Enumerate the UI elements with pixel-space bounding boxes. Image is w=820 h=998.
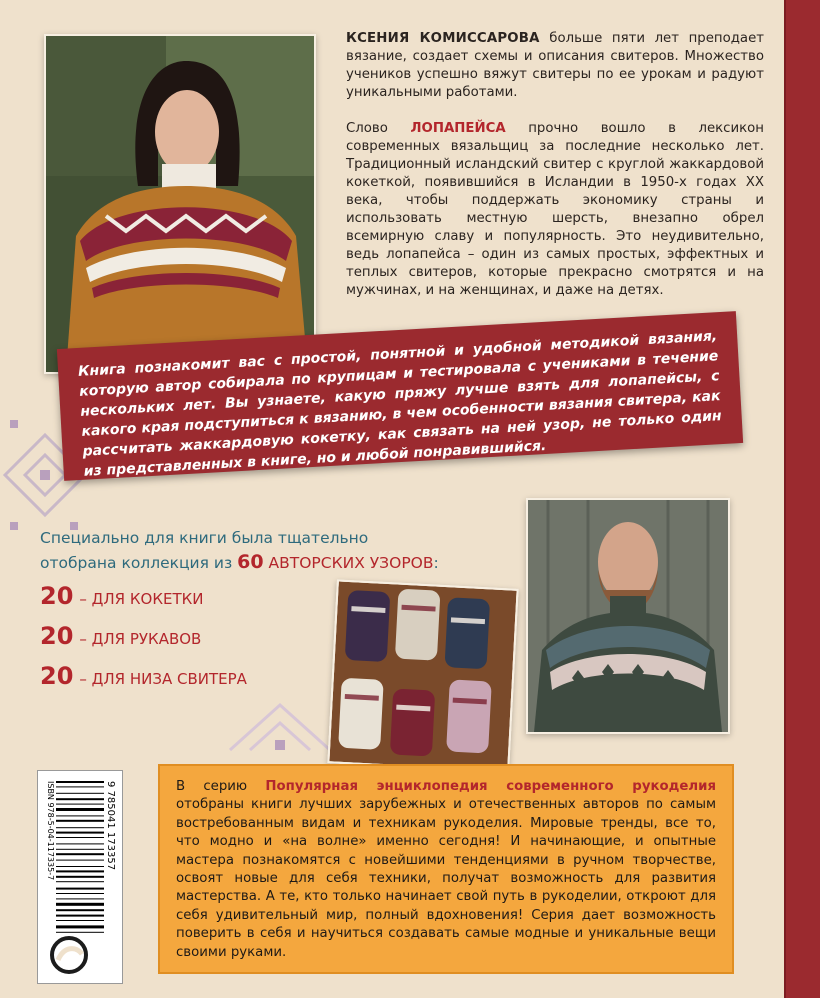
barcode-bar [56, 793, 104, 794]
series-lead: В серию [176, 779, 266, 794]
patterns-intro-colon: : [433, 554, 439, 572]
barcode-bar [56, 815, 104, 816]
count-label: – ДЛЯ КОКЕТКИ [79, 590, 204, 608]
promo-banner-text: Книга познакомит вас с простой, понятной и удобной методикой вязания, которую автор собирала по крупицам и тестировала с учениками в течение нескольких лет. Вы узнаете, какую пряжу лучше взять для лопапейсы, с какого края подступиться к вязанию, в чем особенности вязания свитера, как рассчитать жаккардовую кокетку, как связать на ней узор, не только один из представленных в книге, но и любой понравившийся. [77, 328, 723, 480]
barcode-bar [56, 893, 104, 894]
barcode-digits: 9 785041 173357 [105, 781, 116, 871]
pattern-count-hem [40, 662, 247, 690]
barcode-bar [56, 853, 104, 855]
barcode-bar [56, 832, 104, 834]
barcode-bar [56, 876, 104, 878]
barcode-bar [56, 843, 104, 844]
pattern-count-sleeves [40, 622, 201, 650]
barcode-bar [56, 932, 104, 933]
barcode-bar [56, 820, 104, 822]
barcode-bar [56, 804, 104, 805]
author-photo [44, 34, 316, 374]
barcode-bar [56, 915, 104, 917]
book-description [346, 120, 764, 300]
count-number: 20 [40, 582, 74, 610]
count-label: – ДЛЯ НИЗА СВИТЕРА [79, 670, 247, 688]
patterns-intro [40, 526, 440, 575]
barcode-bar [56, 888, 104, 890]
barcode-bar [56, 920, 104, 921]
barcode-bar [56, 903, 104, 906]
barcode-bar [56, 786, 104, 787]
series-text: отобраны книги лучших зарубежных и отечественных авторов по самым востребованным видам и техникам рукоделия. Мировые тренды, все то, что модно и «на волне» именно сегодня! И начинающие, и опытные мастера познакомятся с новейшими тенденциями в ручном творчестве, освоят новые для себя техники, получат возможность для развития мастерства. А те, кто только начинает свой путь в рукоделии, откроют для себя удивительный мир, полный вдохновения! Серия дает возможность поверить в себя и научиться создавать самые модные и уникальные вещи своими руками. [176, 797, 716, 960]
ornament-bottom [220, 690, 340, 760]
barcode-bar [56, 827, 104, 828]
patterns-count: 60 [237, 551, 264, 573]
author-bio-text: больше пяти лет преподает вязание, создает схемы и описания свитеров. Множество учеников успешно вяжут свитеры по ее урокам и радуют уникальными работами. [346, 31, 765, 100]
barcode-bars [56, 781, 104, 933]
barcode-bar [56, 798, 104, 800]
series-name: Популярная энциклопедия современного рукоделия [265, 779, 716, 794]
patterns-caps: АВТОРСКИХ УЗОРОВ [263, 554, 434, 572]
barcode-bar [56, 781, 104, 783]
mittens-photo [327, 579, 518, 772]
barcode-bar [56, 860, 104, 861]
patterns-intro-text: Специально для книги была тщательно отобрана коллекция из [40, 529, 369, 572]
barcode-bar [56, 808, 104, 811]
count-number: 20 [40, 662, 74, 690]
description-lead: Слово [346, 121, 411, 136]
author-bio [346, 30, 764, 102]
pattern-count-yoke [40, 582, 203, 610]
book-spine [784, 0, 820, 998]
description-highlight: ЛОПАПЕЙСА [410, 121, 506, 136]
barcode-bar [56, 898, 104, 899]
author-name: КСЕНИЯ КОМИССАРОВА [346, 31, 540, 46]
publisher-logo-icon [50, 936, 88, 974]
barcode-bar [56, 909, 104, 911]
barcode-bar [56, 925, 104, 928]
isbn-text: ISBN 978-5-04-117335-7 [46, 781, 55, 881]
barcode-bar [56, 870, 104, 872]
barcode-bar [56, 837, 104, 838]
barcode-bar [56, 881, 104, 882]
model-photo [526, 498, 730, 734]
description-text: прочно вошло в лексикон современных вязальщиц за последние несколько лет. Традиционный исландский свитер с круглой жаккардовой кокеткой, появившийся в Исландии в 1950-х годах XX века, чтобы поддержать экономику страны и использовать местную шерсть, внезапно обрел всемирную славу и популярность. Это неудивительно, ведь лопапейса – один из самых простых, эффектных и теплых свитеров, которые прекрасно смотрятся и на мужчинах, и на женщинах, и даже на детях. [346, 121, 764, 298]
count-number: 20 [40, 622, 74, 650]
series-info-box [158, 764, 734, 974]
count-label: – ДЛЯ РУКАВОВ [79, 630, 202, 648]
barcode-bar [56, 866, 104, 867]
barcode-bar [56, 849, 104, 850]
